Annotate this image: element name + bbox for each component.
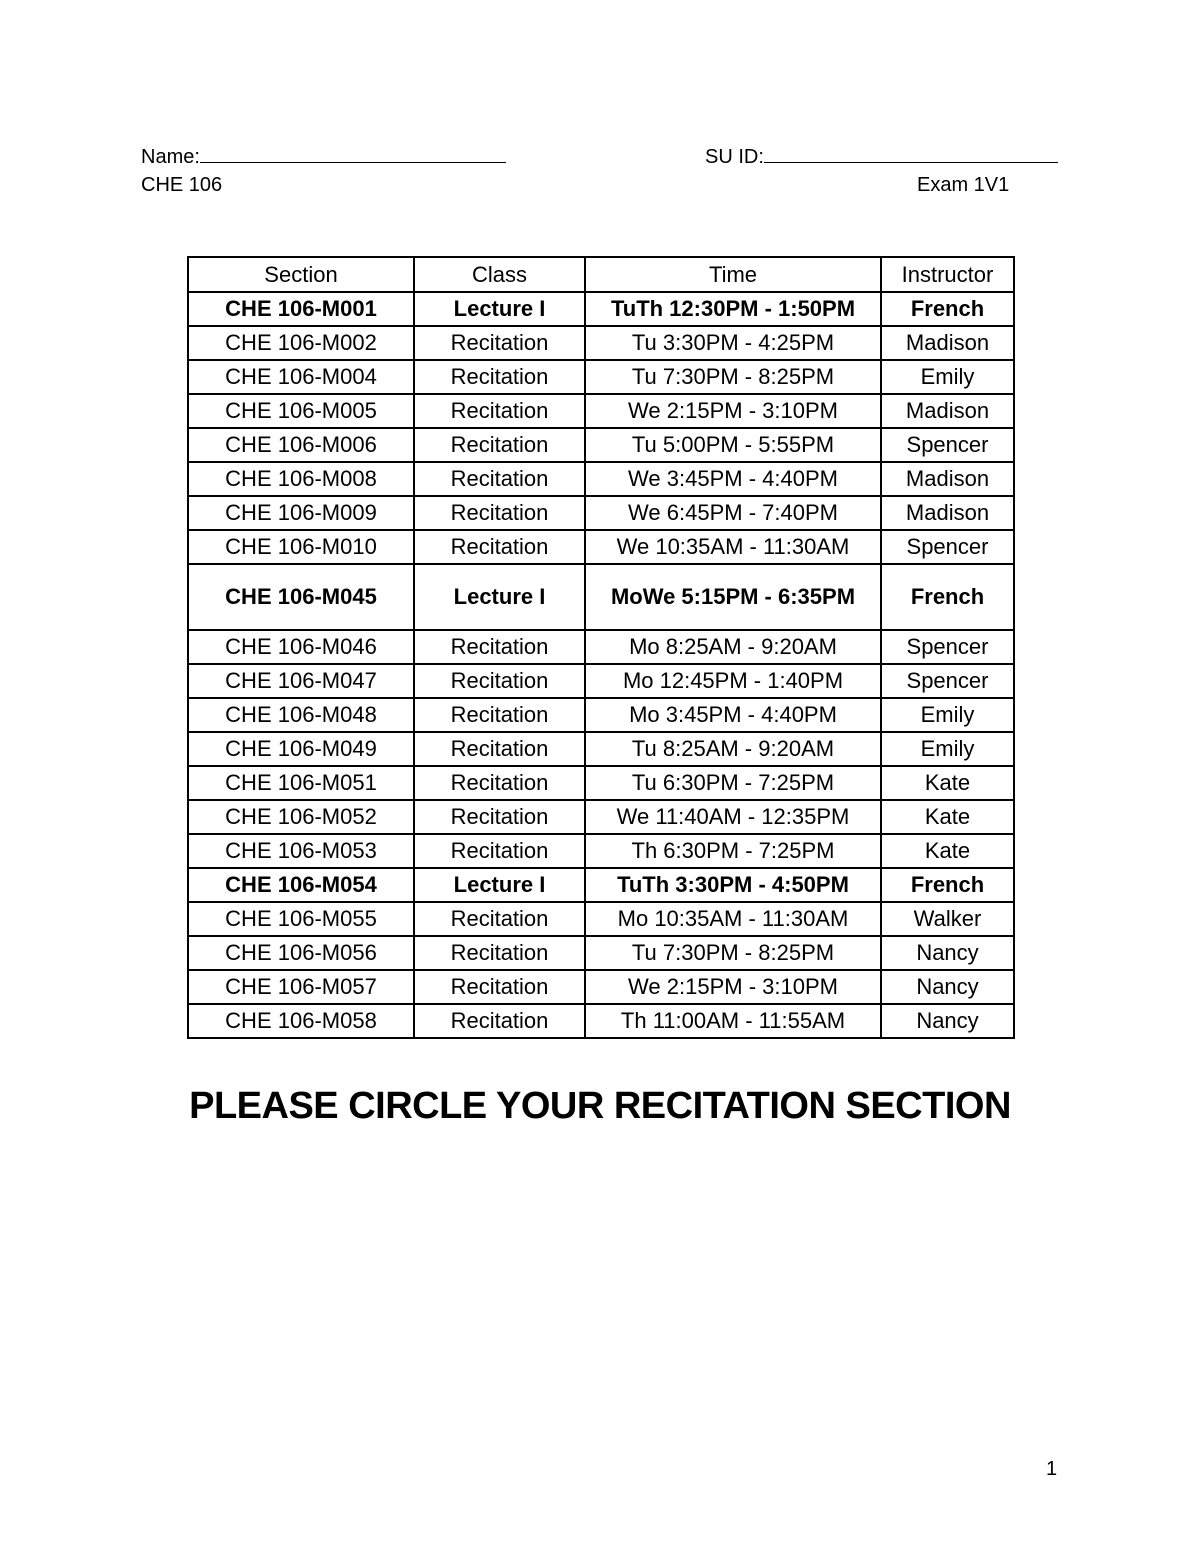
table-row	[188, 394, 1014, 428]
cell-section[interactable]: CHE 106-M009	[188, 496, 414, 530]
cell-section[interactable]: CHE 106-M008	[188, 462, 414, 496]
table-row	[188, 292, 1014, 326]
table-body	[188, 292, 1014, 1038]
cell-class[interactable]: Recitation	[414, 936, 585, 970]
cell-instructor[interactable]: Kate	[881, 834, 1014, 868]
cell-section[interactable]: CHE 106-M004	[188, 360, 414, 394]
cell-instructor[interactable]: Madison	[881, 496, 1014, 530]
cell-class[interactable]: Lecture I	[414, 564, 585, 630]
cell-instructor[interactable]: Spencer	[881, 630, 1014, 664]
cell-section[interactable]: CHE 106-M005	[188, 394, 414, 428]
cell-section[interactable]: CHE 106-M052	[188, 800, 414, 834]
cell-class[interactable]: Recitation	[414, 428, 585, 462]
cell-class[interactable]: Lecture I	[414, 868, 585, 902]
cell-class[interactable]: Recitation	[414, 766, 585, 800]
table-row	[188, 868, 1014, 902]
cell-time[interactable]: We 2:15PM - 3:10PM	[585, 394, 881, 428]
cell-class[interactable]: Recitation	[414, 834, 585, 868]
cell-instructor[interactable]: Emily	[881, 732, 1014, 766]
table-row	[188, 766, 1014, 800]
table-row	[188, 800, 1014, 834]
cell-time[interactable]: Mo 3:45PM - 4:40PM	[585, 698, 881, 732]
cell-time[interactable]: We 6:45PM - 7:40PM	[585, 496, 881, 530]
cell-section[interactable]: CHE 106-M006	[188, 428, 414, 462]
cell-instructor[interactable]: Spencer	[881, 530, 1014, 564]
cell-time[interactable]: MoWe 5:15PM - 6:35PM	[585, 564, 881, 630]
circle-section-instruction: PLEASE CIRCLE YOUR RECITATION SECTION	[189, 1085, 1011, 1127]
cell-section[interactable]: CHE 106-M051	[188, 766, 414, 800]
cell-time[interactable]: Th 6:30PM - 7:25PM	[585, 834, 881, 868]
cell-time[interactable]: Tu 7:30PM - 8:25PM	[585, 360, 881, 394]
cell-instructor[interactable]: Kate	[881, 766, 1014, 800]
table-row	[188, 360, 1014, 394]
cell-class[interactable]: Recitation	[414, 902, 585, 936]
cell-instructor[interactable]: French	[881, 292, 1014, 326]
cell-instructor[interactable]: Kate	[881, 800, 1014, 834]
cell-section[interactable]: CHE 106-M057	[188, 970, 414, 1004]
cell-time[interactable]: Tu 6:30PM - 7:25PM	[585, 766, 881, 800]
table-header-row	[188, 257, 1014, 292]
cell-time[interactable]: We 10:35AM - 11:30AM	[585, 530, 881, 564]
cell-time[interactable]: Mo 10:35AM - 11:30AM	[585, 902, 881, 936]
cell-section[interactable]: CHE 106-M048	[188, 698, 414, 732]
column-header-instructor: Instructor	[881, 257, 1014, 292]
cell-section[interactable]: CHE 106-M058	[188, 1004, 414, 1038]
cell-time[interactable]: We 2:15PM - 3:10PM	[585, 970, 881, 1004]
cell-class[interactable]: Recitation	[414, 664, 585, 698]
cell-section[interactable]: CHE 106-M053	[188, 834, 414, 868]
cell-class[interactable]: Recitation	[414, 1004, 585, 1038]
cell-section[interactable]: CHE 106-M055	[188, 902, 414, 936]
section-schedule-table	[187, 256, 1015, 1039]
suid-label: SU ID:	[705, 146, 764, 168]
cell-section[interactable]: CHE 106-M045	[188, 564, 414, 630]
cell-class[interactable]: Recitation	[414, 970, 585, 1004]
cell-section[interactable]: CHE 106-M054	[188, 868, 414, 902]
exam-version: Exam 1V1	[917, 174, 1010, 196]
table-row	[188, 1004, 1014, 1038]
table-row	[188, 326, 1014, 360]
cell-instructor[interactable]: Nancy	[881, 936, 1014, 970]
name-field[interactable]	[141, 144, 506, 169]
column-header-time: Time	[585, 257, 881, 292]
suid-field[interactable]	[705, 144, 1058, 169]
cell-class[interactable]: Recitation	[414, 732, 585, 766]
cell-section[interactable]: CHE 106-M001	[188, 292, 414, 326]
table-row	[188, 834, 1014, 868]
column-header-section: Section	[188, 257, 414, 292]
cell-time[interactable]: Tu 5:00PM - 5:55PM	[585, 428, 881, 462]
cell-time[interactable]: We 11:40AM - 12:35PM	[585, 800, 881, 834]
cell-class[interactable]: Recitation	[414, 462, 585, 496]
cell-time[interactable]: TuTh 12:30PM - 1:50PM	[585, 292, 881, 326]
cell-instructor[interactable]: Madison	[881, 462, 1014, 496]
cell-class[interactable]: Recitation	[414, 530, 585, 564]
cell-section[interactable]: CHE 106-M046	[188, 630, 414, 664]
cell-time[interactable]: TuTh 3:30PM - 4:50PM	[585, 868, 881, 902]
column-header-class: Class	[414, 257, 585, 292]
cell-section[interactable]: CHE 106-M047	[188, 664, 414, 698]
cell-instructor[interactable]: Nancy	[881, 1004, 1014, 1038]
cell-time[interactable]: Mo 12:45PM - 1:40PM	[585, 664, 881, 698]
cell-class[interactable]: Recitation	[414, 800, 585, 834]
page-number: 1	[1046, 1458, 1058, 1480]
cell-class[interactable]: Recitation	[414, 698, 585, 732]
cell-instructor[interactable]: French	[881, 564, 1014, 630]
name-blank-line[interactable]	[200, 144, 506, 163]
cell-instructor[interactable]: French	[881, 868, 1014, 902]
cell-class[interactable]: Recitation	[414, 496, 585, 530]
cell-time[interactable]: Tu 3:30PM - 4:25PM	[585, 326, 881, 360]
cell-instructor[interactable]: Nancy	[881, 970, 1014, 1004]
course-code: CHE 106	[141, 174, 223, 196]
cell-instructor[interactable]: Emily	[881, 698, 1014, 732]
cell-instructor[interactable]: Madison	[881, 326, 1014, 360]
cell-time[interactable]: Th 11:00AM - 11:55AM	[585, 1004, 881, 1038]
cell-class[interactable]: Recitation	[414, 326, 585, 360]
table-row	[188, 698, 1014, 732]
table-row	[188, 564, 1014, 630]
table-row	[188, 428, 1014, 462]
table-row	[188, 902, 1014, 936]
cell-section[interactable]: CHE 106-M049	[188, 732, 414, 766]
cell-class[interactable]: Recitation	[414, 630, 585, 664]
table-row	[188, 664, 1014, 698]
cell-instructor[interactable]: Madison	[881, 394, 1014, 428]
suid-blank-line[interactable]	[764, 144, 1058, 163]
cell-time[interactable]: We 3:45PM - 4:40PM	[585, 462, 881, 496]
table-row	[188, 732, 1014, 766]
cell-instructor[interactable]: Emily	[881, 360, 1014, 394]
cell-section[interactable]: CHE 106-M002	[188, 326, 414, 360]
cell-instructor[interactable]: Spencer	[881, 664, 1014, 698]
table-row	[188, 970, 1014, 1004]
cell-section[interactable]: CHE 106-M056	[188, 936, 414, 970]
cell-section[interactable]: CHE 106-M010	[188, 530, 414, 564]
cell-class[interactable]: Recitation	[414, 394, 585, 428]
cell-instructor[interactable]: Spencer	[881, 428, 1014, 462]
cell-time[interactable]: Tu 7:30PM - 8:25PM	[585, 936, 881, 970]
table-row	[188, 936, 1014, 970]
cell-time[interactable]: Mo 8:25AM - 9:20AM	[585, 630, 881, 664]
cell-instructor[interactable]: Walker	[881, 902, 1014, 936]
table-row	[188, 496, 1014, 530]
table-row	[188, 530, 1014, 564]
cell-class[interactable]: Lecture I	[414, 292, 585, 326]
table-row	[188, 630, 1014, 664]
cell-time[interactable]: Tu 8:25AM - 9:20AM	[585, 732, 881, 766]
name-label: Name:	[141, 146, 200, 168]
table-row	[188, 462, 1014, 496]
cell-class[interactable]: Recitation	[414, 360, 585, 394]
